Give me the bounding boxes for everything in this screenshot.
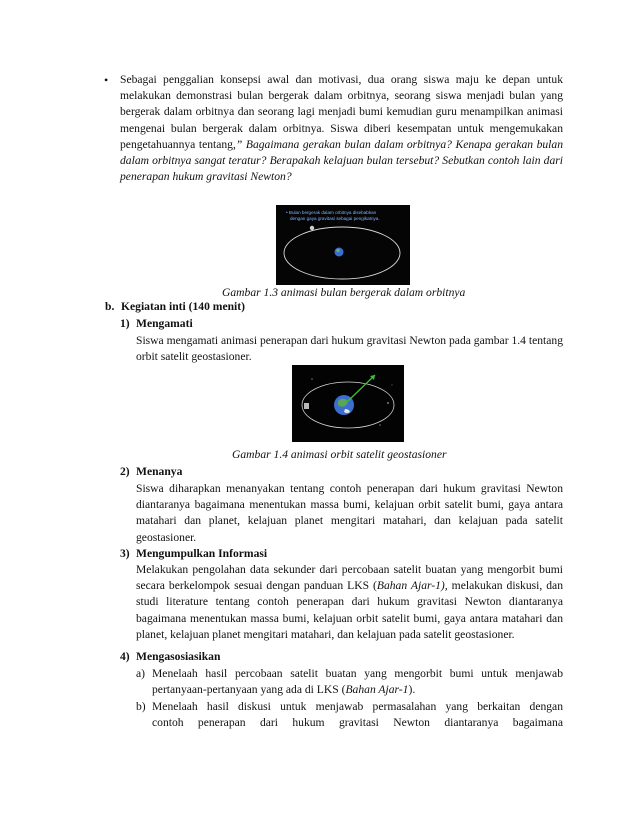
step4a-text-b: ).	[408, 683, 416, 697]
figure1-overlay-line2: dengan gaya gravitasi sebagai pengikatnya.	[290, 216, 380, 221]
earth-icon	[335, 248, 344, 257]
section-b-label: b.	[105, 300, 115, 313]
step1-number: 1)	[120, 317, 130, 330]
step4a-text-a: Menelaah hasil percobaan satelit buatan yang mengorbit bumi untuk menjawab pertanyaan-pertanyaan yang ada di LKS (	[152, 667, 563, 697]
step4a-label: a)	[136, 667, 146, 680]
bullet-marker: •	[104, 73, 109, 87]
step4-number: 4)	[120, 650, 130, 663]
moon-orbit-animation	[276, 205, 410, 285]
section-b-title: Kegiatan inti (140 menit)	[121, 300, 245, 313]
intro-questions: ” Bagaimana gerakan bulan dalam orbitnya? Kenapa gerakan bulan dalam orbitnya sangat teratur? Berapakah kelajuan bulan tersebut? Sebutkan contoh lain dari penerapan hukum gravitasi Newton?	[120, 137, 564, 184]
figure-moon-orbit	[276, 205, 410, 285]
step3-text-a: Melakukan pengolahan data sekunder dari percobaan satelit buatan yang mengorbit bumi secara berkelompok sesuai dengan panduan LKS (	[136, 563, 563, 593]
figure1-caption: Gambar 1.3 animasi bulan bergerak dalam orbitnya	[222, 286, 466, 299]
step4a-text-italic: Bahan Ajar-1	[345, 683, 409, 697]
step3-number: 3)	[120, 547, 130, 560]
figure-geostationary-orbit	[292, 365, 404, 442]
step3-text	[136, 562, 563, 643]
step3-text-b: melakukan diskusi, dan studi literature tentang contoh penerapan dari hukum gravitasi Newton diantaranya bagaimana menentukan massa bumi, kelajuan orbit satelit bumi, gaya antara matahari dan planet, kelajuan planet mengitari matahari, dan kelajuan pada satelit geostasioner.	[136, 579, 563, 641]
intro-paragraph	[120, 72, 563, 185]
step2-number: 2)	[120, 465, 130, 478]
step3-text-italic: Bahan Ajar-1),	[376, 579, 448, 593]
satellite-icon	[304, 403, 309, 409]
step4b-label: b)	[136, 700, 146, 713]
step4b-line1: Menelaah hasil diskusi untuk menjawab permasalahan yang berkaitan dengan	[152, 700, 563, 713]
step1-text: Siswa mengamati animasi penerapan dari hukum gravitasi Newton pada gambar 1.4 tentang orbit satelit geostasioner.	[136, 334, 563, 364]
step4a-text	[152, 666, 563, 698]
intro-text: Sebagai penggalian konsepsi awal dan motivasi, dua orang siswa maju ke depan untuk melakukan demonstrasi bulan bergerak dalam orbitnya, seorang siswa menjadi bulan yang bergerak dalam orbitnya dan seorang lagi menjadi bumi kemudian guru menampilkan animasi mengenai bulan bergerak dalam orbitnya. Siswa diberi kesempatan untuk mengemukakan pengetahuannya tentang,	[120, 73, 563, 151]
step4b-line2: contoh penerapan dari hukum gravitasi Newton diantaranya bagaimana	[152, 716, 563, 729]
step2-text: Siswa diharapkan menanyakan tentang contoh penerapan dari hukum gravitasi Newton diantaranya bagaimana menentukan massa bumi, kelajuan orbit satelit bumi, gaya antara matahari dan planet, kelajuan planet mengitari matahari, dan kelajuan pada satelit geostasioner.	[136, 482, 563, 544]
step3-title: Mengumpulkan Informasi	[136, 547, 268, 560]
figure2-caption: Gambar 1.4 animasi orbit satelit geostasioner	[232, 448, 447, 461]
step2-title: Menanya	[136, 465, 183, 478]
geostationary-orbit-animation	[292, 365, 404, 442]
moon-icon	[310, 226, 314, 230]
step4-title: Mengasosiasikan	[136, 650, 221, 663]
figure1-overlay-line1: • Bulan bergerak dalam orbitnya disebabkan	[286, 210, 377, 215]
step1-title: Mengamati	[136, 317, 193, 330]
